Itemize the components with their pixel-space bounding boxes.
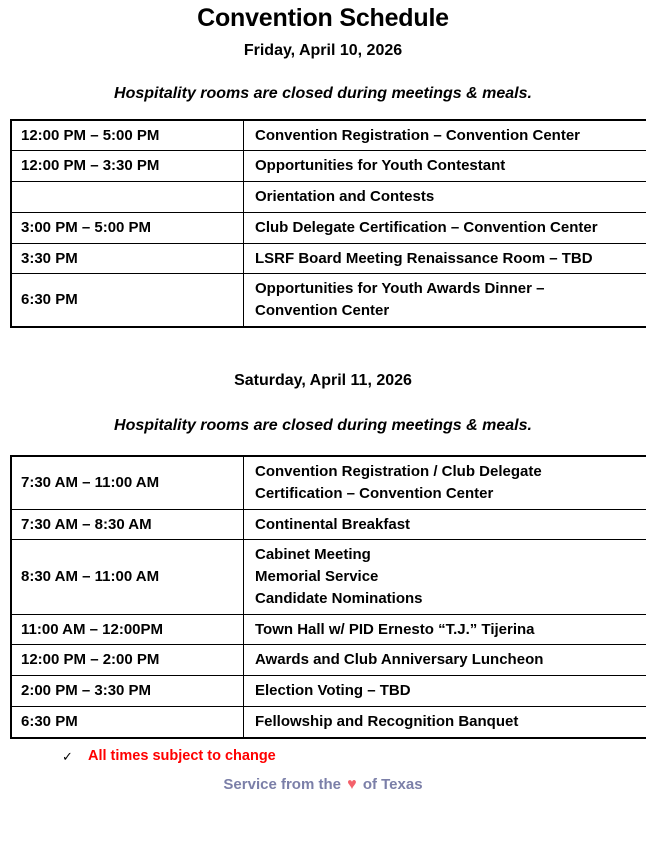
schedule-event-cell bbox=[244, 274, 646, 327]
schedule-time-cell: 12:00 PM – 2:00 PM bbox=[11, 645, 244, 676]
schedule-event-cell bbox=[244, 676, 646, 707]
schedule-time-cell: 3:00 PM – 5:00 PM bbox=[11, 212, 244, 243]
table-row bbox=[11, 120, 646, 151]
schedule-time-cell: 11:00 AM – 12:00PM bbox=[11, 614, 244, 645]
table-row bbox=[11, 212, 646, 243]
table-row bbox=[11, 706, 646, 737]
day1-schedule-table bbox=[10, 119, 646, 328]
schedule-event-line: Opportunities for Youth Awards Dinner – bbox=[255, 278, 646, 300]
schedule-event-cell bbox=[244, 182, 646, 213]
table-row bbox=[11, 540, 646, 614]
heart-icon: ♥ bbox=[345, 776, 359, 793]
schedule-event-line: Town Hall w/ PID Ernesto “T.J.” Tijerina bbox=[255, 619, 646, 641]
schedule-event-line: Cabinet Meeting bbox=[255, 544, 646, 566]
footer-note-text: All times subject to change bbox=[88, 748, 276, 765]
schedule-event-line: Club Delegate Certification – Convention Center bbox=[255, 217, 646, 239]
day1-hospitality-notice: Hospitality rooms are closed during meetings & meals. bbox=[0, 85, 646, 103]
table-row bbox=[11, 614, 646, 645]
day1-table-wrapper bbox=[0, 119, 646, 328]
schedule-time-cell: 2:00 PM – 3:30 PM bbox=[11, 676, 244, 707]
schedule-event-cell bbox=[244, 151, 646, 182]
schedule-event-cell bbox=[244, 456, 646, 509]
schedule-time-cell: 7:30 AM – 11:00 AM bbox=[11, 456, 244, 509]
page-title: Convention Schedule bbox=[0, 5, 646, 33]
schedule-event-line: Candidate Nominations bbox=[255, 588, 646, 610]
schedule-time-cell: 7:30 AM – 8:30 AM bbox=[11, 509, 244, 540]
schedule-event-line: LSRF Board Meeting Renaissance Room – TBD bbox=[255, 248, 646, 270]
service-tagline bbox=[0, 775, 646, 794]
table-row bbox=[11, 676, 646, 707]
times-subject-to-change-note bbox=[0, 748, 646, 765]
schedule-event-line: Convention Center bbox=[255, 300, 646, 322]
schedule-event-cell bbox=[244, 243, 646, 274]
table-row bbox=[11, 182, 646, 213]
schedule-event-cell bbox=[244, 614, 646, 645]
checkmark-icon: ✓ bbox=[62, 749, 88, 765]
schedule-time-cell bbox=[11, 182, 244, 213]
tagline-suffix: of Texas bbox=[363, 776, 423, 793]
schedule-time-cell: 8:30 AM – 11:00 AM bbox=[11, 540, 244, 614]
tagline-prefix: Service from the bbox=[223, 776, 341, 793]
table-row bbox=[11, 274, 646, 327]
day2-hospitality-notice: Hospitality rooms are closed during meetings & meals. bbox=[0, 417, 646, 435]
schedule-time-cell: 3:30 PM bbox=[11, 243, 244, 274]
schedule-time-cell: 12:00 PM – 3:30 PM bbox=[11, 151, 244, 182]
schedule-event-line: Fellowship and Recognition Banquet bbox=[255, 711, 646, 733]
schedule-event-cell bbox=[244, 212, 646, 243]
document-page bbox=[0, 5, 646, 857]
day2-table-spacer bbox=[0, 434, 646, 455]
schedule-time-cell: 12:00 PM – 5:00 PM bbox=[11, 120, 244, 151]
schedule-event-line: Convention Registration – Convention Center bbox=[255, 125, 646, 147]
table-row bbox=[11, 509, 646, 540]
schedule-event-line: Election Voting – TBD bbox=[255, 680, 646, 702]
schedule-event-line: Awards and Club Anniversary Luncheon bbox=[255, 649, 646, 671]
day1-date-heading: Friday, April 10, 2026 bbox=[0, 42, 646, 60]
schedule-event-line: Opportunities for Youth Contestant bbox=[255, 155, 646, 177]
table-row bbox=[11, 243, 646, 274]
day2-date-heading: Saturday, April 11, 2026 bbox=[0, 372, 646, 390]
section-spacer bbox=[0, 328, 646, 372]
schedule-event-line: Orientation and Contests bbox=[255, 186, 646, 208]
table-row bbox=[11, 645, 646, 676]
schedule-event-line: Memorial Service bbox=[255, 566, 646, 588]
schedule-event-line: Certification – Convention Center bbox=[255, 483, 646, 505]
day2-schedule-table bbox=[10, 455, 646, 739]
schedule-event-cell bbox=[244, 706, 646, 737]
day2-table-wrapper bbox=[0, 455, 646, 739]
schedule-time-cell: 6:30 PM bbox=[11, 706, 244, 737]
schedule-event-line: Convention Registration / Club Delegate bbox=[255, 461, 646, 483]
schedule-event-cell bbox=[244, 120, 646, 151]
schedule-event-line: Continental Breakfast bbox=[255, 514, 646, 536]
table-row bbox=[11, 456, 646, 509]
schedule-event-cell bbox=[244, 540, 646, 614]
schedule-event-cell bbox=[244, 645, 646, 676]
schedule-time-cell: 6:30 PM bbox=[11, 274, 244, 327]
schedule-event-cell bbox=[244, 509, 646, 540]
table-row bbox=[11, 151, 646, 182]
